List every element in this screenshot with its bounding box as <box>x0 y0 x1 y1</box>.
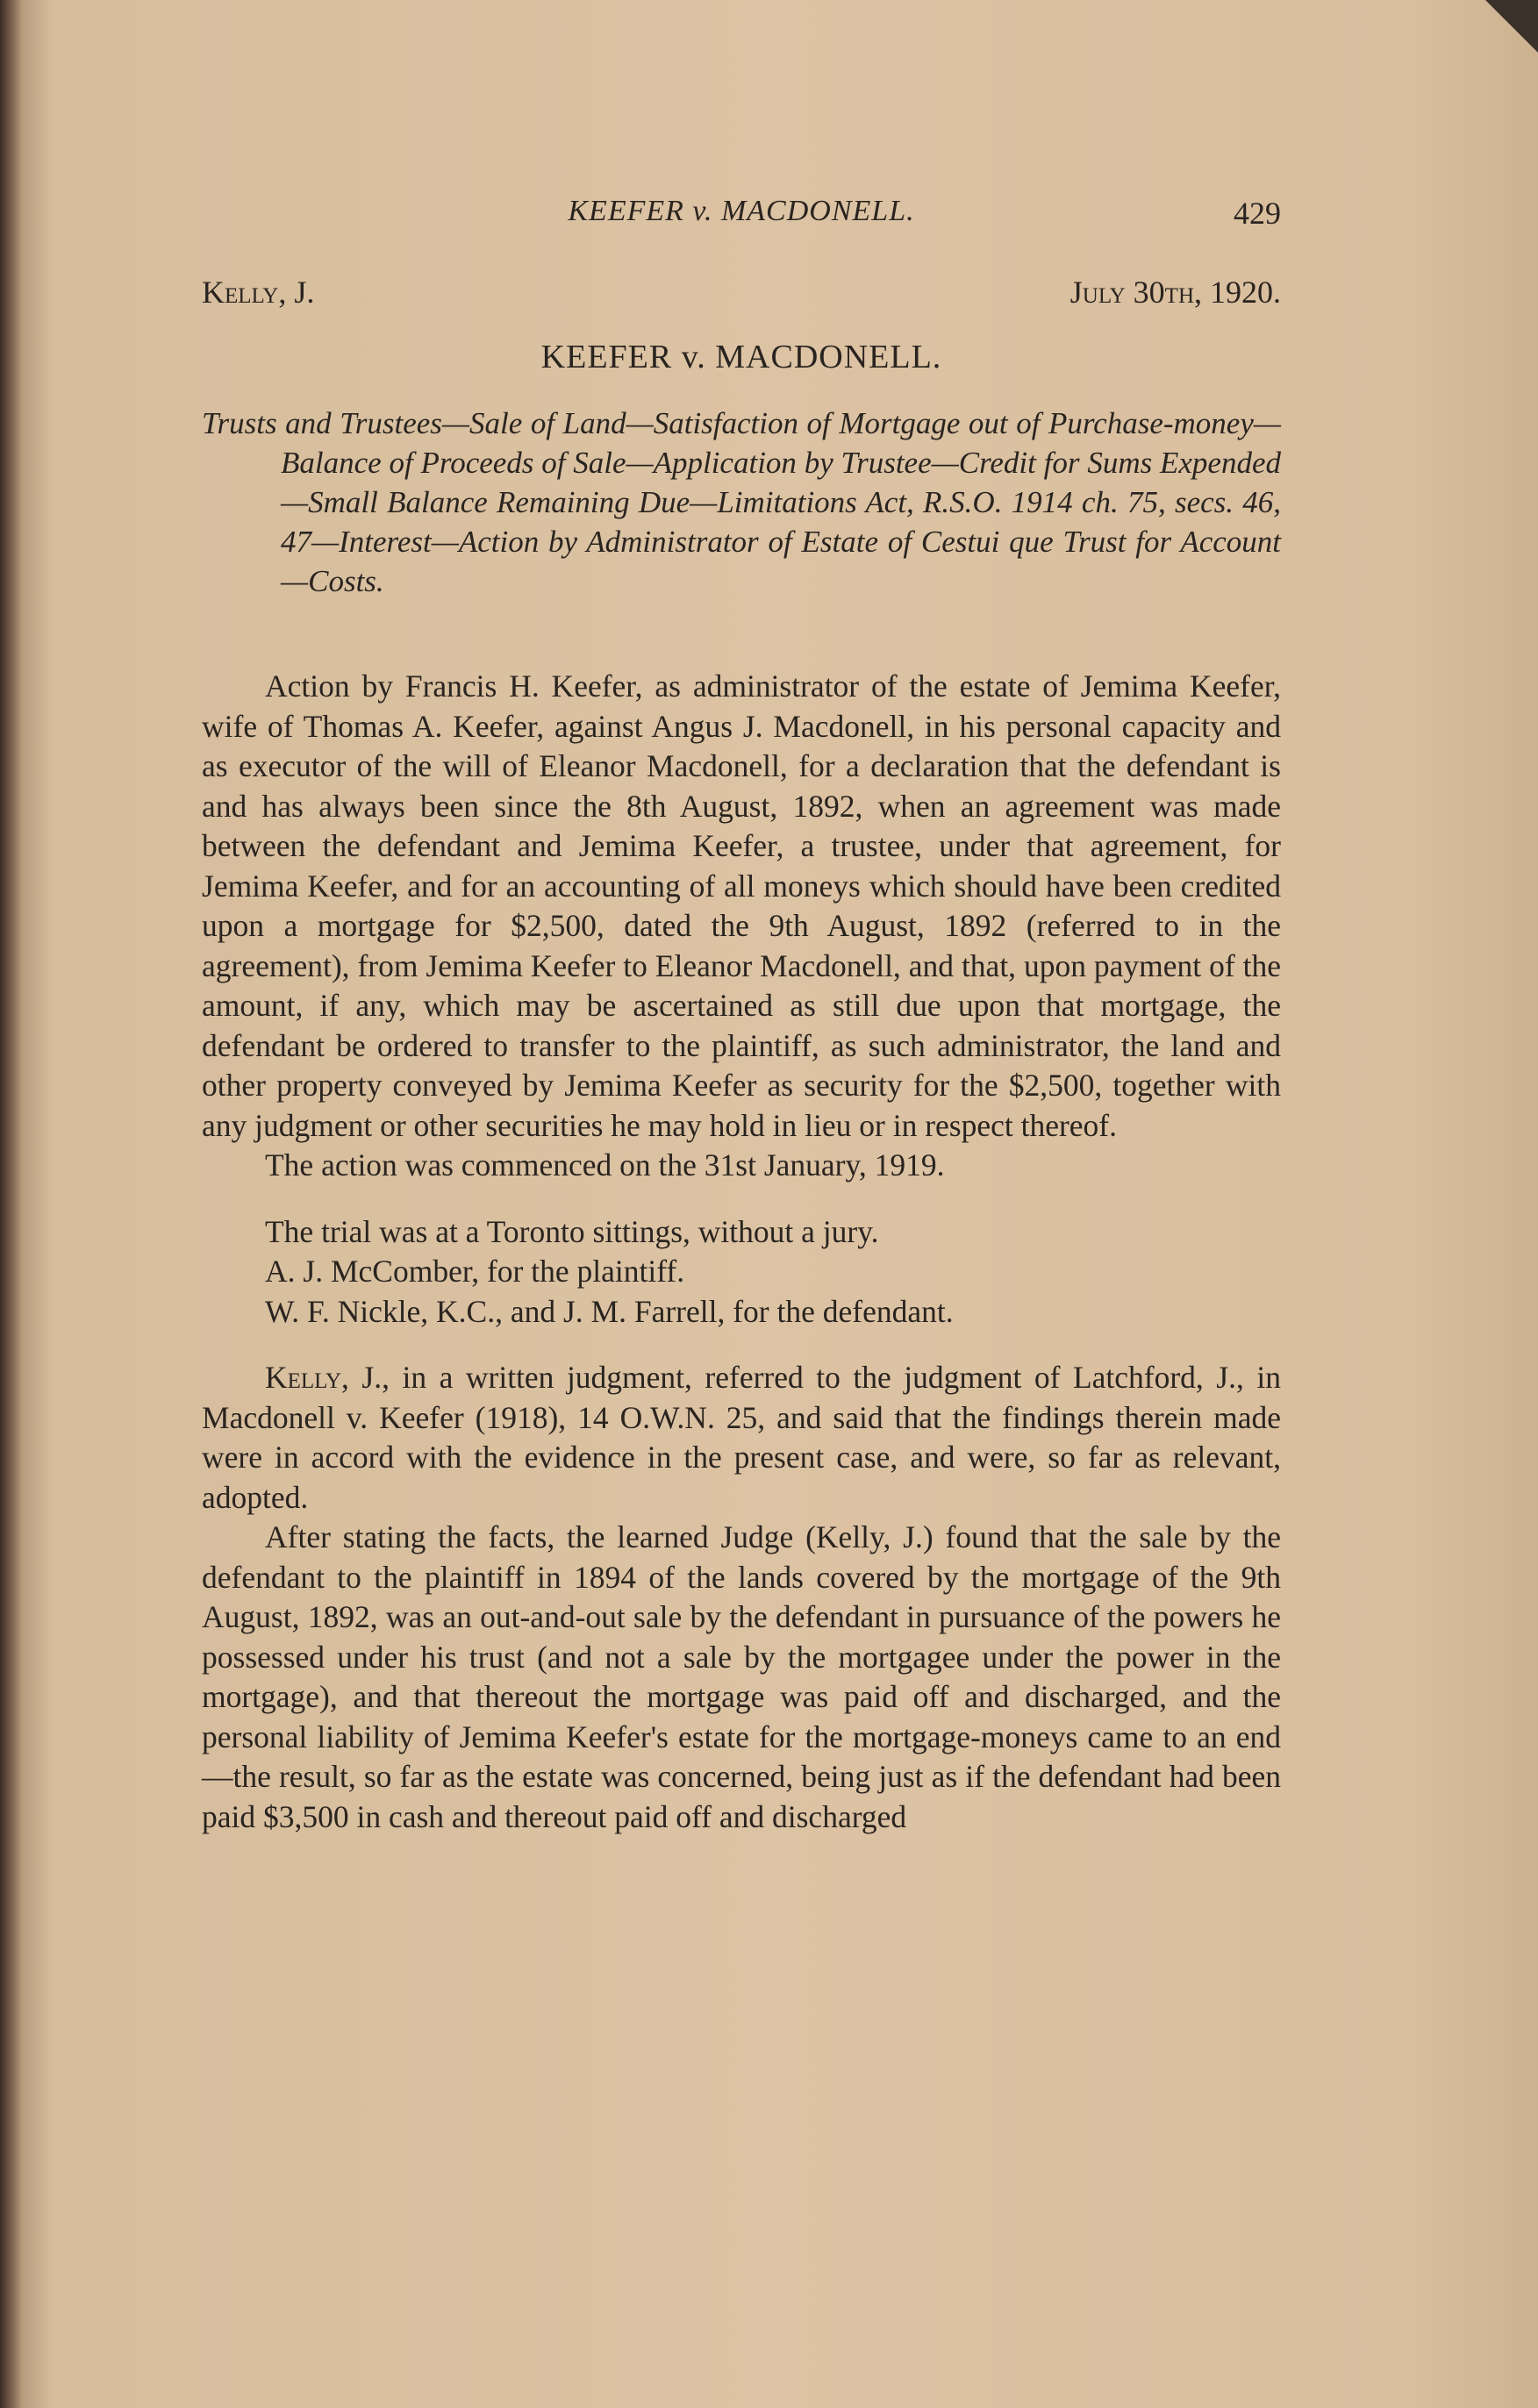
headnote <box>202 404 1281 601</box>
paragraph-counsel-defendant: W. F. Nickle, K.C., and J. M. Farrell, for the defendant. <box>265 1293 954 1329</box>
paragraph-action: Action by Francis H. Keefer, as administrator of the estate of Jemima Keefer, wife of Thomas A. Keefer, against Angus J. Macdonell, in his personal capacity and as executor of the will of Eleanor Macdonell, for a declaration that the defendant is and has always been since the 8th August, 1892, when an agreement was made between the defendant and Jemima Keefer, a trustee, under that agreement, for Jemima Keefer, and for an accounting of all moneys which should have been credited upon a mortgage for $2,500, dated the 9th August, 1892 (referred to in the agreement), from Jemima Keefer to Eleanor Macdonell, and that, upon payment of the amount, if any, which may be ascertained as still due upon that mortgage, the defendant be ordered to transfer to the plaintiff, as such administrator, the land and other property conveyed by Jemima Keefer as security for the $2,500, together with any judgment or other securities he may hold in lieu or in respect thereof. <box>202 668 1281 1143</box>
body-text <box>202 667 1281 1837</box>
paragraph-findings: After stating the facts, the learned Judge (Kelly, J.) found that the sale by the defendant to the plaintiff in 1894 of the lands covered by the mortgage of the 9th August, 1892, was an out-and-out sale by the defendant in pursuance of the powers he possessed under his trust (and not a sale by the mortgagee under the power in the mortgage), and that thereout the mortgage was paid off and discharged, and the personal liability of Jemima Keefer's estate for the mortgage-moneys came to an end—the result, so far as the estate was concerned, being just as if the defendant had been paid $3,500 in cash and thereout paid off and discharged <box>202 1519 1281 1834</box>
paragraph-judgment <box>202 1358 1281 1518</box>
paragraph-commenced: The action was commenced on the 31st January, 1919. <box>265 1147 945 1183</box>
paragraph-counsel-plaintiff: A. J. McComber, for the plaintiff. <box>265 1254 685 1289</box>
running-head <box>202 195 1281 239</box>
judgment-judge: Kelly, J. <box>265 1360 383 1395</box>
paragraph-trial: The trial was at a Toronto sittings, without a jury. <box>265 1213 879 1249</box>
judgment-text: , in a written judgment, referred to the judgment of Latchford, J., in Macdonell v. Keefer (1918), 14 O.W.N. 25, and said that the findings therein made were in accord with the evidence in the present case, and were, so far as relevant, adopted. <box>202 1360 1281 1515</box>
case-title: KEEFER v. MACDONELL. <box>540 339 942 375</box>
judgment-date: July 30th, 1920. <box>1069 275 1281 310</box>
judge-name: Kelly, J. <box>202 275 315 310</box>
headnote-text: Trusts and Trustees—Sale of Land—Satisfaction of Mortgage out of Purchase-money—Balance of Proceeds of Sale—Application by Trustee—Credit for Sums Expended—Small Balance Remaining Due—Limitations Act, R.S.O. 1914 ch. 75, secs. 46, 47—Interest—Action by Administrator of Estate of Cestui que Trust for Account—Costs. <box>202 406 1281 598</box>
page-number: 429 <box>1234 196 1281 231</box>
running-title: KEEFER v. MACDONELL. <box>568 195 915 227</box>
